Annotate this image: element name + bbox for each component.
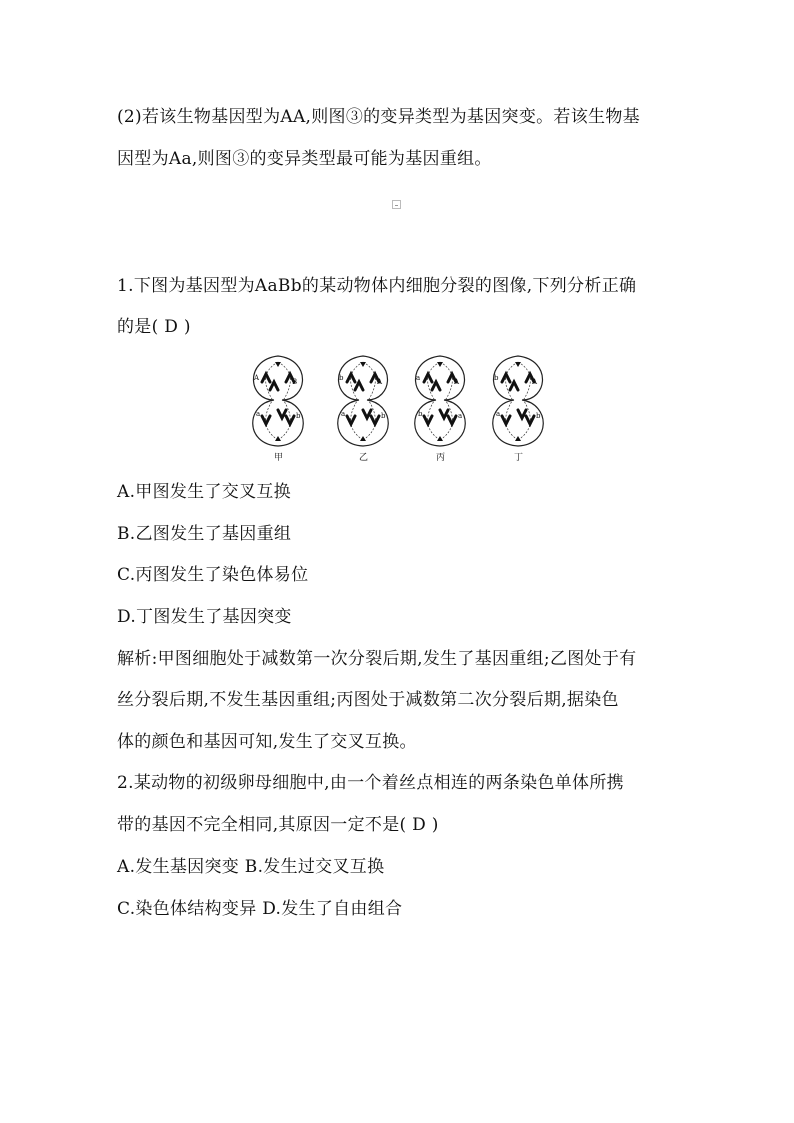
centrosome-marker [515, 436, 521, 441]
cell-caption: 甲 [274, 453, 284, 463]
broken-image-icon [392, 200, 401, 209]
spindle-fiber [518, 362, 530, 400]
spindle-fiber [440, 362, 452, 400]
cell-outline [493, 356, 544, 446]
centrosome-marker [360, 362, 366, 367]
spindle-fiber [363, 362, 375, 400]
question-1-stem-line-1: 1.下图为基因型为AaBb的某动物体内细胞分裂的图像,下列分析正确 [117, 276, 637, 296]
gene-label: A [254, 374, 260, 382]
question-2-options-line-1: A.发生基因突变 B.发生过交叉互换 [117, 857, 385, 877]
spindle-fiber [351, 362, 363, 400]
gene-label: a [256, 410, 261, 418]
gene-label: a [496, 410, 501, 418]
cell-caption: 丙 [436, 453, 446, 463]
gene-label: b [494, 374, 499, 382]
gene-label: b [536, 412, 541, 420]
chromosome [432, 382, 440, 390]
analysis-line-3: 体的颜色和基因可知,发生了交叉互换。 [117, 732, 417, 752]
chromosome [262, 374, 270, 382]
option-c: C.丙图发生了染色体易位 [117, 565, 309, 585]
cell-outline [253, 356, 304, 446]
centrosome-marker [437, 362, 443, 367]
spindle-fiber [428, 362, 440, 400]
chromosome [502, 374, 510, 382]
gene-label: a [458, 412, 463, 420]
option-a: A.甲图发生了交叉互换 [117, 482, 291, 502]
cell-diagram [338, 356, 389, 463]
chromosome [270, 382, 278, 390]
spindle-fiber [278, 362, 290, 400]
chromosome [424, 374, 432, 382]
analysis-line-1: 解析:甲图细胞处于减数第一次分裂后期,发生了基因重组;乙图处于有 [117, 649, 637, 669]
question-1-stem-line-2: 的是( D ) [117, 317, 191, 337]
gene-label: A [377, 378, 383, 386]
cell-caption: 丁 [514, 453, 524, 463]
text-line-1: (2)若该生物基因型为AA,则图③的变异类型为基因突变。若该生物基 [117, 107, 640, 127]
gene-label: A [532, 378, 538, 386]
option-d: D.丁图发生了基因突变 [117, 607, 292, 627]
centrosome-marker [515, 362, 521, 367]
gene-label: b [418, 410, 423, 418]
gene-label: b [296, 412, 301, 420]
gene-label: a [341, 410, 346, 418]
centrosome-marker [437, 436, 443, 441]
gene-label: b [339, 374, 344, 382]
chromosome [347, 374, 355, 382]
cell-diagram [415, 356, 466, 463]
cell-division-figure [240, 352, 560, 464]
gene-label: a [416, 374, 421, 382]
gene-label: b [381, 412, 386, 420]
analysis-line-2: 丝分裂后期,不发生基因重组;丙图处于减数第二次分裂后期,据染色 [117, 690, 619, 710]
cell-diagram [253, 356, 304, 463]
gene-label: A [454, 378, 460, 386]
question-2-stem-line-2: 带的基因不完全相同,其原因一定不是( D ) [117, 815, 439, 835]
cell-outline [338, 356, 389, 446]
gene-label: B [292, 378, 298, 386]
centrosome-marker [275, 362, 281, 367]
centrosome-marker [275, 436, 281, 441]
spindle-fiber [266, 362, 278, 400]
option-b: B.乙图发生了基因重组 [117, 524, 292, 544]
cell-outline [415, 356, 466, 446]
spindle-fiber [506, 362, 518, 400]
chromosome [510, 382, 518, 390]
question-2-options-line-2: C.染色体结构变异 D.发生了自由组合 [117, 899, 403, 919]
question-2-stem-line-1: 2.某动物的初级卵母细胞中,由一个着丝点相连的两条染色单体所携 [117, 773, 624, 793]
text-line-2: 因型为Aa,则图③的变异类型最可能为基因重组。 [117, 149, 492, 169]
cell-diagram [493, 356, 544, 463]
centrosome-marker [360, 436, 366, 441]
chromosome [355, 382, 363, 390]
cell-caption: 乙 [359, 453, 369, 463]
